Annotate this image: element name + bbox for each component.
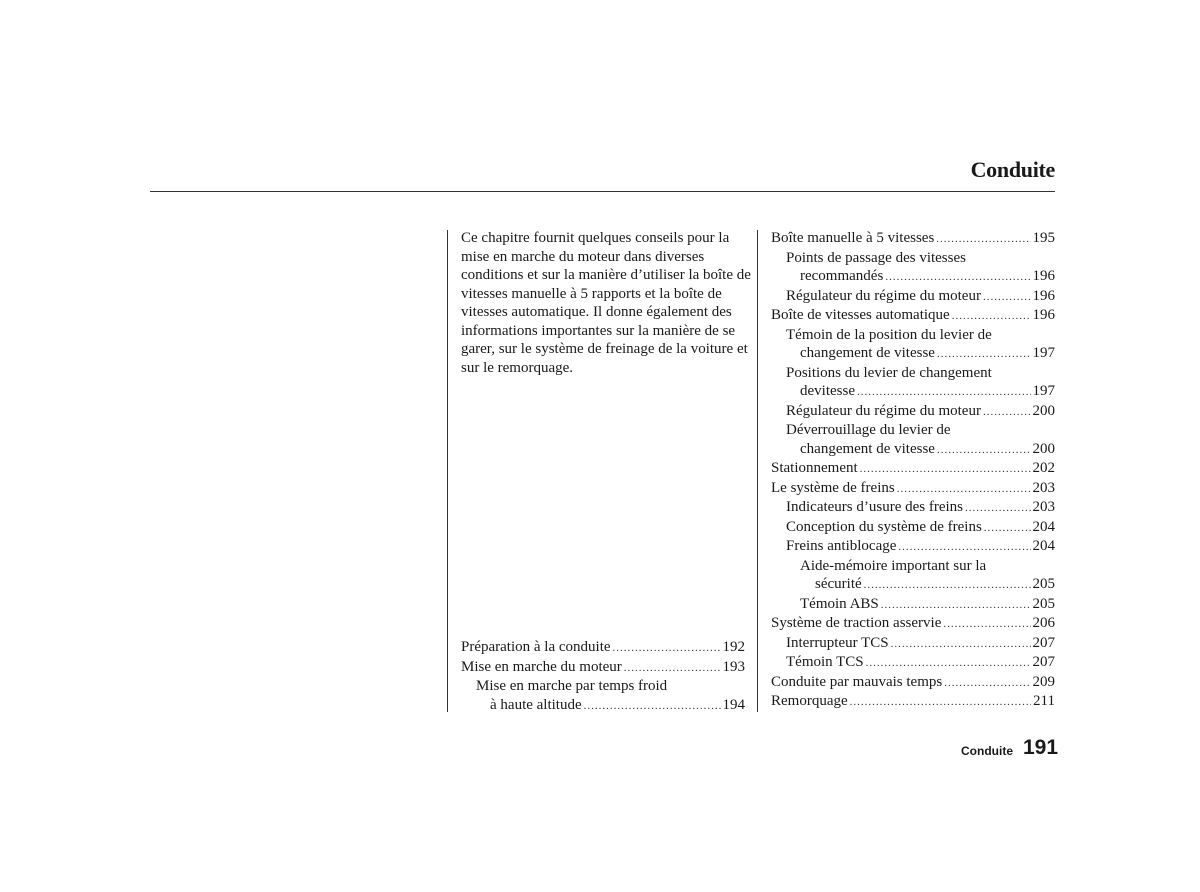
toc-entry-label: Témoin TCS <box>786 654 864 670</box>
toc-leader-dots <box>866 654 1031 673</box>
toc-leader-dots <box>860 460 1031 479</box>
toc-leader-dots <box>613 639 721 658</box>
toc-page-number: 192 <box>722 639 745 655</box>
toc-entry-label: Remorquage <box>771 693 848 709</box>
toc-entry[interactable] <box>771 479 1055 499</box>
toc-entry-label: Préparation à la conduite <box>461 639 611 655</box>
right-column-divider <box>757 230 758 712</box>
toc-leader-dots <box>850 693 1031 712</box>
toc-entry-label: changement de vitesse <box>800 440 935 457</box>
toc-entry[interactable] <box>771 653 1055 673</box>
toc-entry[interactable] <box>771 402 1055 422</box>
toc-entry-label: Stationnement <box>771 460 858 476</box>
toc-entry[interactable] <box>771 229 1055 249</box>
toc-entry[interactable] <box>771 634 1055 654</box>
page-number: 191 <box>1023 736 1059 759</box>
toc-leader-dots <box>952 307 1031 326</box>
toc-page-number: 200 <box>1032 440 1055 457</box>
toc-leader-dots <box>584 697 721 716</box>
toc-entry-label: Système de traction asservie <box>771 615 942 631</box>
toc-entry[interactable] <box>771 421 1055 440</box>
toc-page-number: 197 <box>1032 383 1055 399</box>
toc-entry-label: Points de passage des vitesses <box>786 249 966 266</box>
toc-entry-label: Mise en marche du moteur <box>461 658 622 675</box>
toc-page-number: 203 <box>1032 499 1055 515</box>
toc-page-number: 207 <box>1032 634 1055 651</box>
toc-entry-label: changement de vitesse <box>800 345 935 361</box>
toc-leader-dots <box>898 538 1030 557</box>
toc-entry-label: Indicateurs d’usure des freins <box>786 499 964 515</box>
toc-entry[interactable] <box>771 518 1055 538</box>
toc-entry[interactable] <box>461 677 745 696</box>
toc-entry[interactable] <box>461 696 745 716</box>
left-column-divider <box>447 230 448 712</box>
toc-page-number: 206 <box>1032 615 1055 631</box>
toc-entry-label: Interrupteur TCS <box>786 634 889 651</box>
toc-page-number: 207 <box>1032 654 1055 670</box>
toc-page-number: 211 <box>1033 693 1055 709</box>
toc-entry-label: Régulateur du régime du moteur <box>786 287 981 304</box>
toc-leader-dots <box>624 659 721 678</box>
toc-page-number: 204 <box>1032 518 1055 535</box>
toc-entry[interactable] <box>771 287 1055 307</box>
toc-entry-label: Régulateur du régime du moteur <box>786 402 981 419</box>
toc-page-number: 194 <box>722 696 745 713</box>
toc-entry-label: recommandés <box>800 268 884 284</box>
intro-paragraph: Ce chapitre fournit quelques conseils pour la mise en marche du moteur dans diverses conditions et sur la manière d’utiliser la boîte de vitesses manuelle à 5 rapports et la boîte de vitesses automatique. Il donne également des informations importantes sur la manière de se garer, sur le système de freinage de la voiture et sur le remorquage. <box>461 230 751 376</box>
toc-entry[interactable] <box>461 658 745 678</box>
toc-leader-dots <box>937 345 1031 364</box>
chapter-title: Conduite <box>970 157 1055 182</box>
toc-entry[interactable] <box>771 344 1055 364</box>
toc-page-number: 202 <box>1032 460 1055 476</box>
toc-entry[interactable] <box>771 614 1055 634</box>
toc-entry-label: à haute altitude <box>490 696 582 713</box>
toc-entry-label: Boîte manuelle à 5 vitesses <box>771 230 935 246</box>
toc-entry[interactable] <box>771 692 1055 712</box>
toc-leader-dots <box>983 288 1031 307</box>
toc-entry[interactable] <box>771 595 1055 615</box>
toc-entry[interactable] <box>771 249 1055 268</box>
toc-entry[interactable] <box>771 364 1055 383</box>
toc-left-column <box>461 638 745 715</box>
toc-entry-label: devitesse <box>800 383 855 399</box>
toc-entry-label: Le système de freins <box>771 479 895 496</box>
toc-entry[interactable] <box>771 306 1055 326</box>
toc-right-column <box>771 229 1055 712</box>
toc-entry-label: Positions du levier de changement <box>786 364 992 381</box>
toc-page-number: 209 <box>1032 673 1055 690</box>
toc-page-number: 200 <box>1032 402 1055 419</box>
toc-entry-label: Déverrouillage du levier de <box>786 422 951 438</box>
toc-leader-dots <box>983 403 1031 422</box>
footer-section-label: Conduite <box>961 744 1013 758</box>
toc-entry-label: Freins antiblocage <box>786 538 897 554</box>
toc-leader-dots <box>857 383 1031 402</box>
toc-leader-dots <box>881 596 1031 615</box>
toc-page-number: 205 <box>1032 595 1055 612</box>
toc-entry[interactable] <box>771 575 1055 595</box>
toc-entry[interactable] <box>771 459 1055 479</box>
toc-page-number: 195 <box>1032 230 1055 246</box>
toc-entry-label: Conception du système de freins <box>786 518 982 535</box>
toc-entry-label: Témoin de la position du levier de <box>786 326 992 343</box>
toc-page-number: 193 <box>722 658 745 675</box>
toc-leader-dots <box>943 615 1030 634</box>
toc-entry-label: Aide-mémoire important sur la <box>800 557 987 574</box>
toc-page-number: 204 <box>1032 538 1055 554</box>
toc-leader-dots <box>936 230 1030 249</box>
toc-leader-dots <box>944 674 1030 693</box>
toc-page-number: 196 <box>1032 287 1055 304</box>
toc-leader-dots <box>937 441 1031 460</box>
toc-entry[interactable] <box>771 557 1055 576</box>
toc-entry[interactable] <box>771 673 1055 693</box>
toc-entry[interactable] <box>771 382 1055 402</box>
toc-page-number: 203 <box>1032 479 1055 496</box>
toc-entry[interactable] <box>771 267 1055 287</box>
toc-leader-dots <box>984 519 1031 538</box>
toc-leader-dots <box>897 480 1031 499</box>
toc-leader-dots <box>864 576 1031 595</box>
toc-entry-label: Témoin ABS <box>800 595 879 612</box>
toc-page-number: 196 <box>1032 307 1055 323</box>
toc-entry[interactable] <box>771 498 1055 518</box>
header-rule <box>150 191 1055 192</box>
toc-entry-label: Mise en marche par temps froid <box>476 678 668 694</box>
toc-leader-dots <box>891 635 1031 654</box>
toc-entry-label: Boîte de vitesses automatique <box>771 307 950 323</box>
toc-leader-dots <box>965 499 1030 518</box>
toc-entry[interactable] <box>771 537 1055 557</box>
toc-entry[interactable] <box>771 440 1055 460</box>
toc-page-number: 197 <box>1032 345 1055 361</box>
toc-entry[interactable] <box>461 638 745 658</box>
toc-page-number: 205 <box>1032 576 1055 592</box>
toc-entry-label: Conduite par mauvais temps <box>771 673 943 690</box>
toc-entry-label: sécurité <box>815 576 862 592</box>
toc-page-number: 196 <box>1032 268 1055 284</box>
toc-entry[interactable] <box>771 326 1055 345</box>
toc-leader-dots <box>885 268 1030 287</box>
